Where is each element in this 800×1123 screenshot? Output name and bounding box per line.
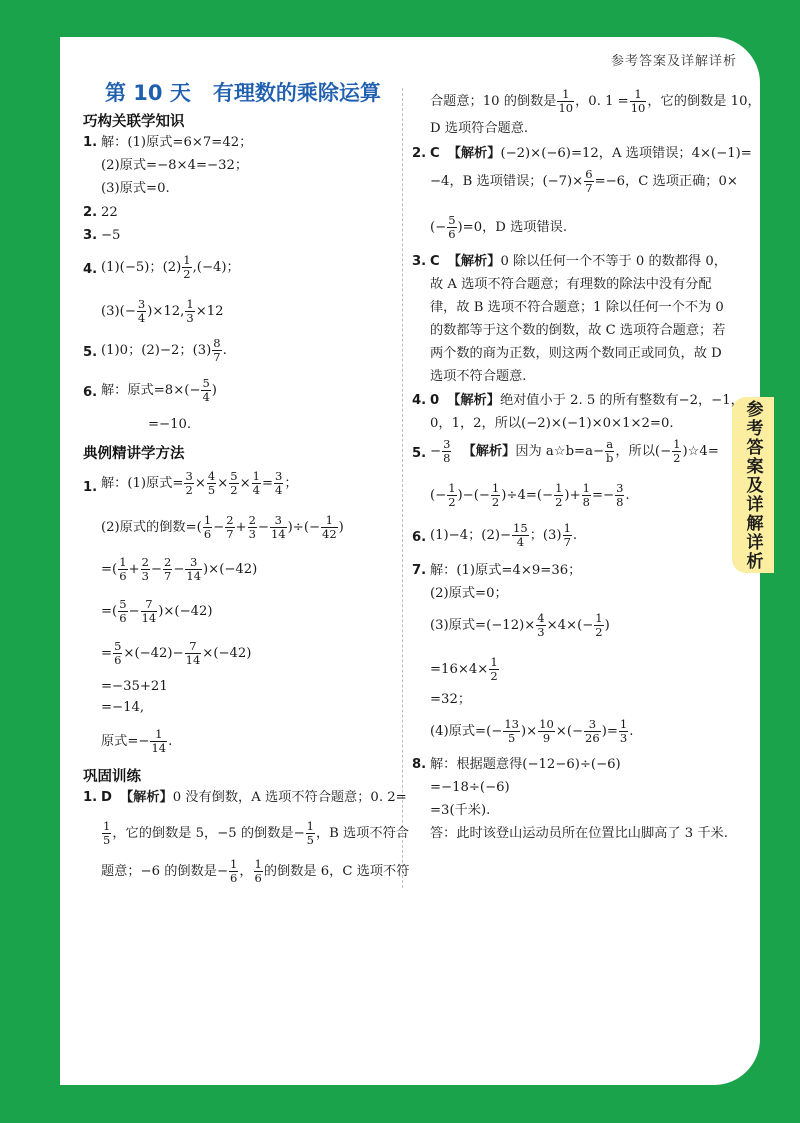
question-number: 1. [83, 135, 98, 150]
solution-line: 解：(1)原式=4×9=36； [430, 563, 582, 578]
fraction: $\frac{15}{4}$ [513, 521, 528, 549]
question-number: 5. [83, 345, 98, 360]
question-number: 2. [412, 146, 427, 161]
answer-line: 22 [101, 205, 118, 220]
answer-line: =−10. [148, 417, 192, 432]
fraction: $\frac{1}{3}$ [186, 297, 194, 325]
solution-line: 故 A 选项不符合题意；有理数的除法中没有分配 [430, 277, 712, 292]
example-line: =( $\frac{5}{6}$ − $\frac{7}{14}$ )×(−42) [101, 597, 213, 625]
question-number: 3. [412, 254, 427, 269]
fraction: $\frac{a}{b}$ [606, 437, 614, 465]
fraction: $\frac{2}{3}$ [141, 555, 149, 583]
solution-line: 0 【解析】绝对值小于 2. 5 的所有整数有−2，−1， [430, 393, 744, 408]
question-number: 2. [83, 205, 98, 220]
solution-line: 0，1，2，所以(−2)×(−1)×0×1×2=0. [430, 416, 674, 431]
fraction: $\frac{1}{6}$ [203, 513, 212, 541]
fraction: $\frac{3}{4}$ [275, 469, 283, 497]
fraction: $\frac{6}{7}$ [585, 167, 593, 195]
example-line: =−35+21 [101, 679, 168, 694]
fraction: $\frac{8}{7}$ [213, 336, 221, 364]
fraction: $\frac{1}{6}$ [254, 857, 262, 885]
fraction: $\frac{2}{7}$ [226, 513, 234, 541]
fraction: $\frac{13}{5}$ [504, 717, 519, 745]
solution-line: − $\frac{3}{8}$ 【解析】因为 a☆b=a− $\frac{a}{b}$ ，所以(− $\frac{1}{2}$ )☆4= [430, 437, 719, 465]
section-heading: 巧构关联学知识 [83, 114, 185, 130]
fraction: $\frac{1}{2}$ [490, 655, 498, 683]
fraction: $\frac{3}{14}$ [186, 555, 202, 583]
fraction: $\frac{1}{6}$ [119, 555, 127, 583]
question-number: 4. [412, 393, 427, 408]
solution-line: C 【解析】(−2)×(−6)=12，A 选项错误；4×(−1)= [430, 146, 752, 161]
question-number: 6. [412, 530, 427, 545]
solution-line: 合题意；10 的倒数是 $\frac{1}{10}$ ，0. 1 = $\frac{1}{10}$ ，它的倒数是 10， [430, 87, 761, 115]
fraction: $\frac{1}{4}$ [252, 469, 260, 497]
example-line: =−14, [101, 700, 145, 715]
answer-line: (1)−4；(2)− $\frac{15}{4}$ ；(3) $\frac{1}{7}$ . [430, 521, 578, 549]
column-divider [402, 88, 403, 888]
solution-line: $\frac{1}{5}$ ，它的倒数是 5，−5 的倒数是− $\frac{1}{5}$ ，B 选项不符合 [103, 819, 409, 847]
fraction: $\frac{3}{8}$ [616, 481, 624, 509]
example-line: 原式=− $\frac{1}{14}$ . [101, 727, 173, 755]
question-number: 1. [83, 480, 98, 495]
example-line: (2)原式的倒数=( $\frac{1}{6}$ − $\frac{2}{7}$ + $\frac{2}{3}$ − $\frac{3}{14}$ )÷(− $\frac{1}{42}$ ) [101, 513, 344, 541]
solution-line: =16×4× $\frac{1}{2}$ [430, 655, 498, 683]
fraction: $\frac{1}{42}$ [322, 513, 337, 541]
fraction: $\frac{5}{6}$ [119, 597, 127, 625]
fraction: $\frac{3}{26}$ [585, 717, 600, 745]
fraction: $\frac{2}{3}$ [248, 513, 256, 541]
fraction: $\frac{5}{6}$ [114, 639, 122, 667]
page-title [105, 77, 381, 107]
fraction: $\frac{2}{7}$ [163, 555, 172, 583]
answer-line: (1)(−5)；(2) $\frac{1}{2}$ ,(−4)； [101, 253, 240, 281]
answer-line: 解：(1)原式=6×7=42； [101, 135, 253, 150]
solution-line: 律，故 B 选项不符合题意；1 除以任何一个不为 0 [430, 300, 724, 315]
fraction: $\frac{4}{5}$ [207, 469, 216, 497]
fraction: $\frac{1}{5}$ [103, 819, 111, 847]
fraction: $\frac{1}{2}$ [595, 611, 603, 639]
fraction: $\frac{1}{3}$ [619, 717, 628, 745]
solution-line: 解：根据题意得(−12−6)÷(−6) [430, 757, 621, 772]
fraction: $\frac{1}{6}$ [230, 857, 238, 885]
fraction: $\frac{1}{8}$ [582, 481, 590, 509]
fraction: $\frac{3}{8}$ [443, 437, 451, 465]
solution-line: −4，B 选项错误；(−7)× $\frac{6}{7}$ =−6，C 选项正确；0× [430, 167, 738, 195]
running-header: 参考答案及详解详析 [611, 54, 738, 69]
question-number: 4. [83, 262, 98, 277]
section-heading: 典例精讲学方法 [83, 446, 185, 462]
solution-line: (− $\frac{5}{6}$ )=0，D 选项错误. [430, 213, 568, 241]
fraction: $\frac{1}{2}$ [448, 481, 456, 509]
solution-line: (3)原式=(−12)× $\frac{4}{3}$ ×4×(− $\frac{1}{2}$ ) [430, 611, 610, 639]
solution-line: =3(千米). [430, 803, 491, 818]
fraction: $\frac{7}{14}$ [185, 639, 201, 667]
title-day: 第 10 天 [105, 81, 191, 105]
fraction: $\frac{10}{9}$ [539, 717, 554, 745]
solution-line: =32； [430, 692, 472, 707]
question-number: 3. [83, 228, 98, 243]
question-number: 6. [83, 385, 98, 400]
answer-line: −5 [101, 228, 121, 243]
solution-line: C 【解析】0 除以任何一个不等于 0 的数都得 0， [430, 254, 727, 269]
solution-line: 题意；−6 的倒数是− $\frac{1}{6}$ ， $\frac{1}{6}$ 的倒数是 6，C 选项不符 [101, 857, 410, 885]
fraction: $\frac{1}{14}$ [151, 727, 167, 755]
fraction: $\frac{1}{2}$ [555, 481, 563, 509]
question-number: 1. [83, 790, 98, 805]
fraction: $\frac{5}{6}$ [448, 213, 456, 241]
question-number: 5. [412, 446, 427, 461]
section-heading: 巩固训练 [83, 769, 141, 785]
fraction: $\frac{7}{14}$ [141, 597, 157, 625]
fraction: $\frac{1}{2}$ [491, 481, 500, 509]
answer-line: (3)原式=0. [101, 181, 170, 196]
solution-line: 两个数的商为正数，则这两个数同正或同负，故 D [430, 346, 722, 361]
solution-line: 答：此时该登山运动员所在位置比山脚高了 3 千米. [430, 826, 728, 841]
solution-line: (4)原式=(− $\frac{13}{5}$ )× $\frac{10}{9}$ ×(− $\frac{3}{26}$ )= $\frac{1}{3}$ . [430, 717, 634, 745]
solution-line: =−18÷(−6) [430, 780, 510, 795]
question-number: 8. [412, 757, 427, 772]
side-tab[interactable]: 参考答案及详解详析 [732, 397, 774, 573]
example-line: =( $\frac{1}{6}$ + $\frac{2}{3}$ − $\frac{2}{7}$ − $\frac{3}{14}$ )×(−42) [101, 555, 258, 583]
fraction: $\frac{1}{2}$ [183, 253, 191, 281]
question-number: 7. [412, 563, 427, 578]
example-line: 解：(1)原式= $\frac{3}{2}$ × $\frac{4}{5}$ × $\frac{5}{2}$ × $\frac{1}{4}$ = $\frac{3}{4}$ ； [101, 469, 298, 497]
fraction: $\frac{1}{5}$ [306, 819, 314, 847]
solution-line: 选项不符合题意. [430, 369, 527, 384]
answer-line: 解：原式=8×(− $\frac{5}{4}$ ) [101, 376, 217, 404]
solution-line: (2)原式=0； [430, 586, 508, 601]
fraction: $\frac{1}{2}$ [673, 437, 681, 465]
fraction: $\frac{3}{14}$ [270, 513, 286, 541]
solution-line: 的数都等于这个数的倒数，故 C 选项符合题意；若 [430, 323, 726, 338]
fraction: $\frac{3}{4}$ [137, 297, 146, 325]
solution-line: D 【解析】0 没有倒数，A 选项不符合题意；0. 2= [101, 790, 407, 805]
fraction: $\frac{5}{2}$ [230, 469, 238, 497]
fraction: $\frac{1}{10}$ [630, 87, 646, 115]
example-line: = $\frac{5}{6}$ ×(−42)− $\frac{7}{14}$ ×(−42) [101, 639, 252, 667]
fraction: $\frac{4}{3}$ [537, 611, 545, 639]
fraction: $\frac{1}{10}$ [558, 87, 574, 115]
fraction: $\frac{5}{4}$ [202, 376, 210, 404]
fraction: $\frac{1}{7}$ [563, 521, 571, 549]
answer-line: (1)0；(2)−2；(3) $\frac{8}{7}$ . [101, 336, 227, 364]
fraction: $\frac{3}{2}$ [185, 469, 193, 497]
answer-line: (3)(− $\frac{3}{4}$ )×12, $\frac{1}{3}$ ×12 [101, 297, 224, 325]
solution-line: D 选项符合题意. [430, 121, 529, 136]
answer-line: (2)原式=−8×4=−32； [101, 158, 249, 173]
solution-line: (− $\frac{1}{2}$ )−(− $\frac{1}{2}$ )÷4=(− $\frac{1}{2}$ )+ $\frac{1}{8}$ =− $\frac{3}{8}$ . [430, 481, 630, 509]
title-topic: 有理数的乘除运算 [212, 81, 381, 105]
